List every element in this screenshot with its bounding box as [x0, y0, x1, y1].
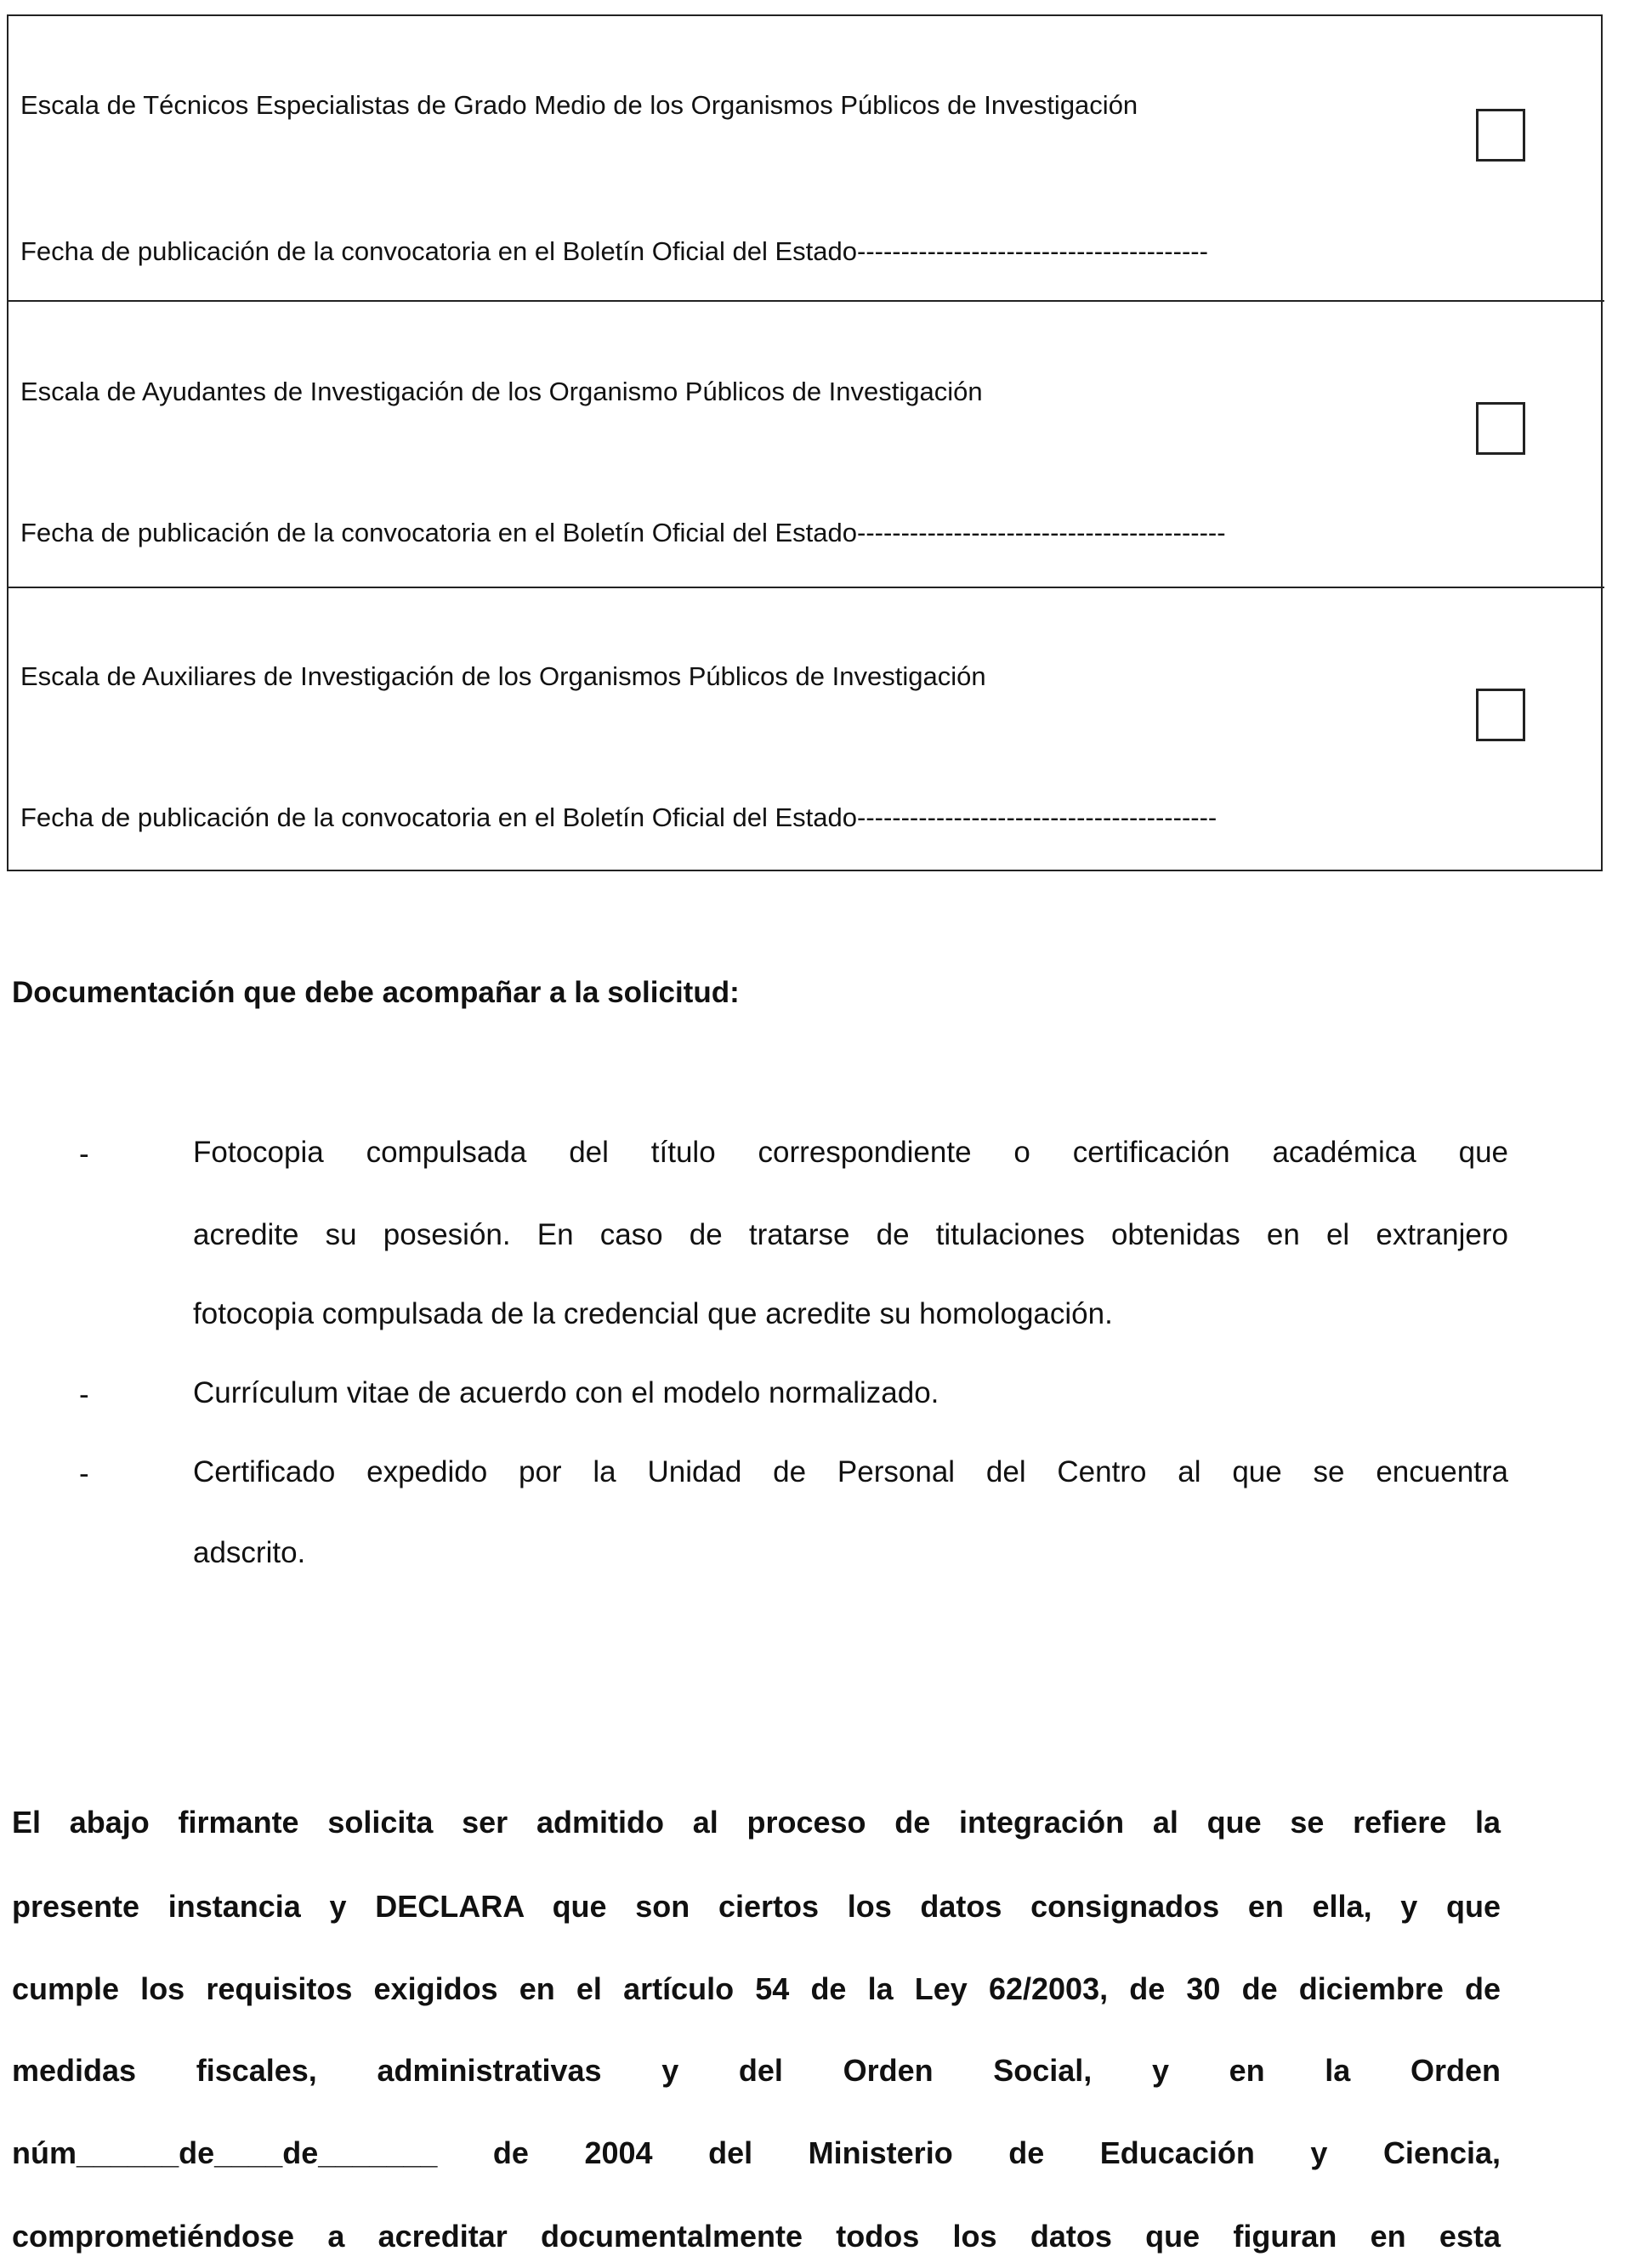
doc-line: Fotocopia compulsada del título correspondiente o certificación académica que — [193, 1136, 1508, 1169]
date-field-tecnicos[interactable]: Fecha de publicación de la convocatoria en el Boletín Oficial del Estado---------------------------------------- — [20, 236, 1208, 266]
bullet-dash: - — [79, 1137, 89, 1171]
checkbox-tecnicos[interactable] — [1476, 109, 1525, 162]
doc-line: acredite su posesión. En caso de tratarse de titulaciones obtenidas en el extranjero — [193, 1218, 1508, 1251]
checkbox-auxiliares[interactable] — [1476, 689, 1525, 741]
declaration-line: comprometiéndose a acreditar documentalmente todos los datos que figuran en esta — [12, 2219, 1501, 2254]
bullet-dash: - — [79, 1457, 89, 1490]
declaration-line: medidas fiscales, administrativas y del Orden Social, y en la Orden — [12, 2053, 1501, 2088]
row-divider — [7, 587, 1604, 588]
declaration-line: El abajo firmante solicita ser admitido al proceso de integración al que se refiere la — [12, 1805, 1501, 1840]
doc-line: Certificado expedido por la Unidad de Personal del Centro al que se encuentra — [193, 1455, 1508, 1488]
scale-label-auxiliares: Escala de Auxiliares de Investigación de los Organismos Públicos de Investigación — [20, 661, 986, 691]
declaration-line: presente instancia y DECLARA que son ciertos los datos consignados en ella, y que — [12, 1889, 1501, 1924]
scale-label-ayudantes: Escala de Ayudantes de Investigación de los Organismo Públicos de Investigación — [20, 377, 983, 406]
scales-table — [7, 14, 1603, 871]
documentation-heading: Documentación que debe acompañar a la solicitud: — [12, 976, 740, 1009]
declaration-line: cumple los requisitos exigidos en el artículo 54 de la Ley 62/2003, de 30 de diciembre de — [12, 1971, 1501, 2006]
declaration-line: núm______de____de_______ de 2004 del Ministerio de Educación y Ciencia, — [12, 2135, 1501, 2170]
doc-line: adscrito. — [193, 1536, 306, 1569]
doc-line: Currículum vitae de acuerdo con el modelo normalizado. — [193, 1376, 939, 1409]
date-field-ayudantes[interactable]: Fecha de publicación de la convocatoria en el Boletín Oficial del Estado------------------------------------------ — [20, 518, 1226, 547]
row-divider — [7, 300, 1604, 302]
scale-label-tecnicos: Escala de Técnicos Especialistas de Grado Medio de los Organismos Públicos de Investigación — [20, 90, 1138, 120]
doc-line: fotocopia compulsada de la credencial que acredite su homologación. — [193, 1297, 1113, 1330]
bullet-dash: - — [79, 1378, 89, 1411]
checkbox-ayudantes[interactable] — [1476, 402, 1525, 455]
date-field-auxiliares[interactable]: Fecha de publicación de la convocatoria en el Boletín Oficial del Estado----------------------------------------- — [20, 802, 1217, 832]
